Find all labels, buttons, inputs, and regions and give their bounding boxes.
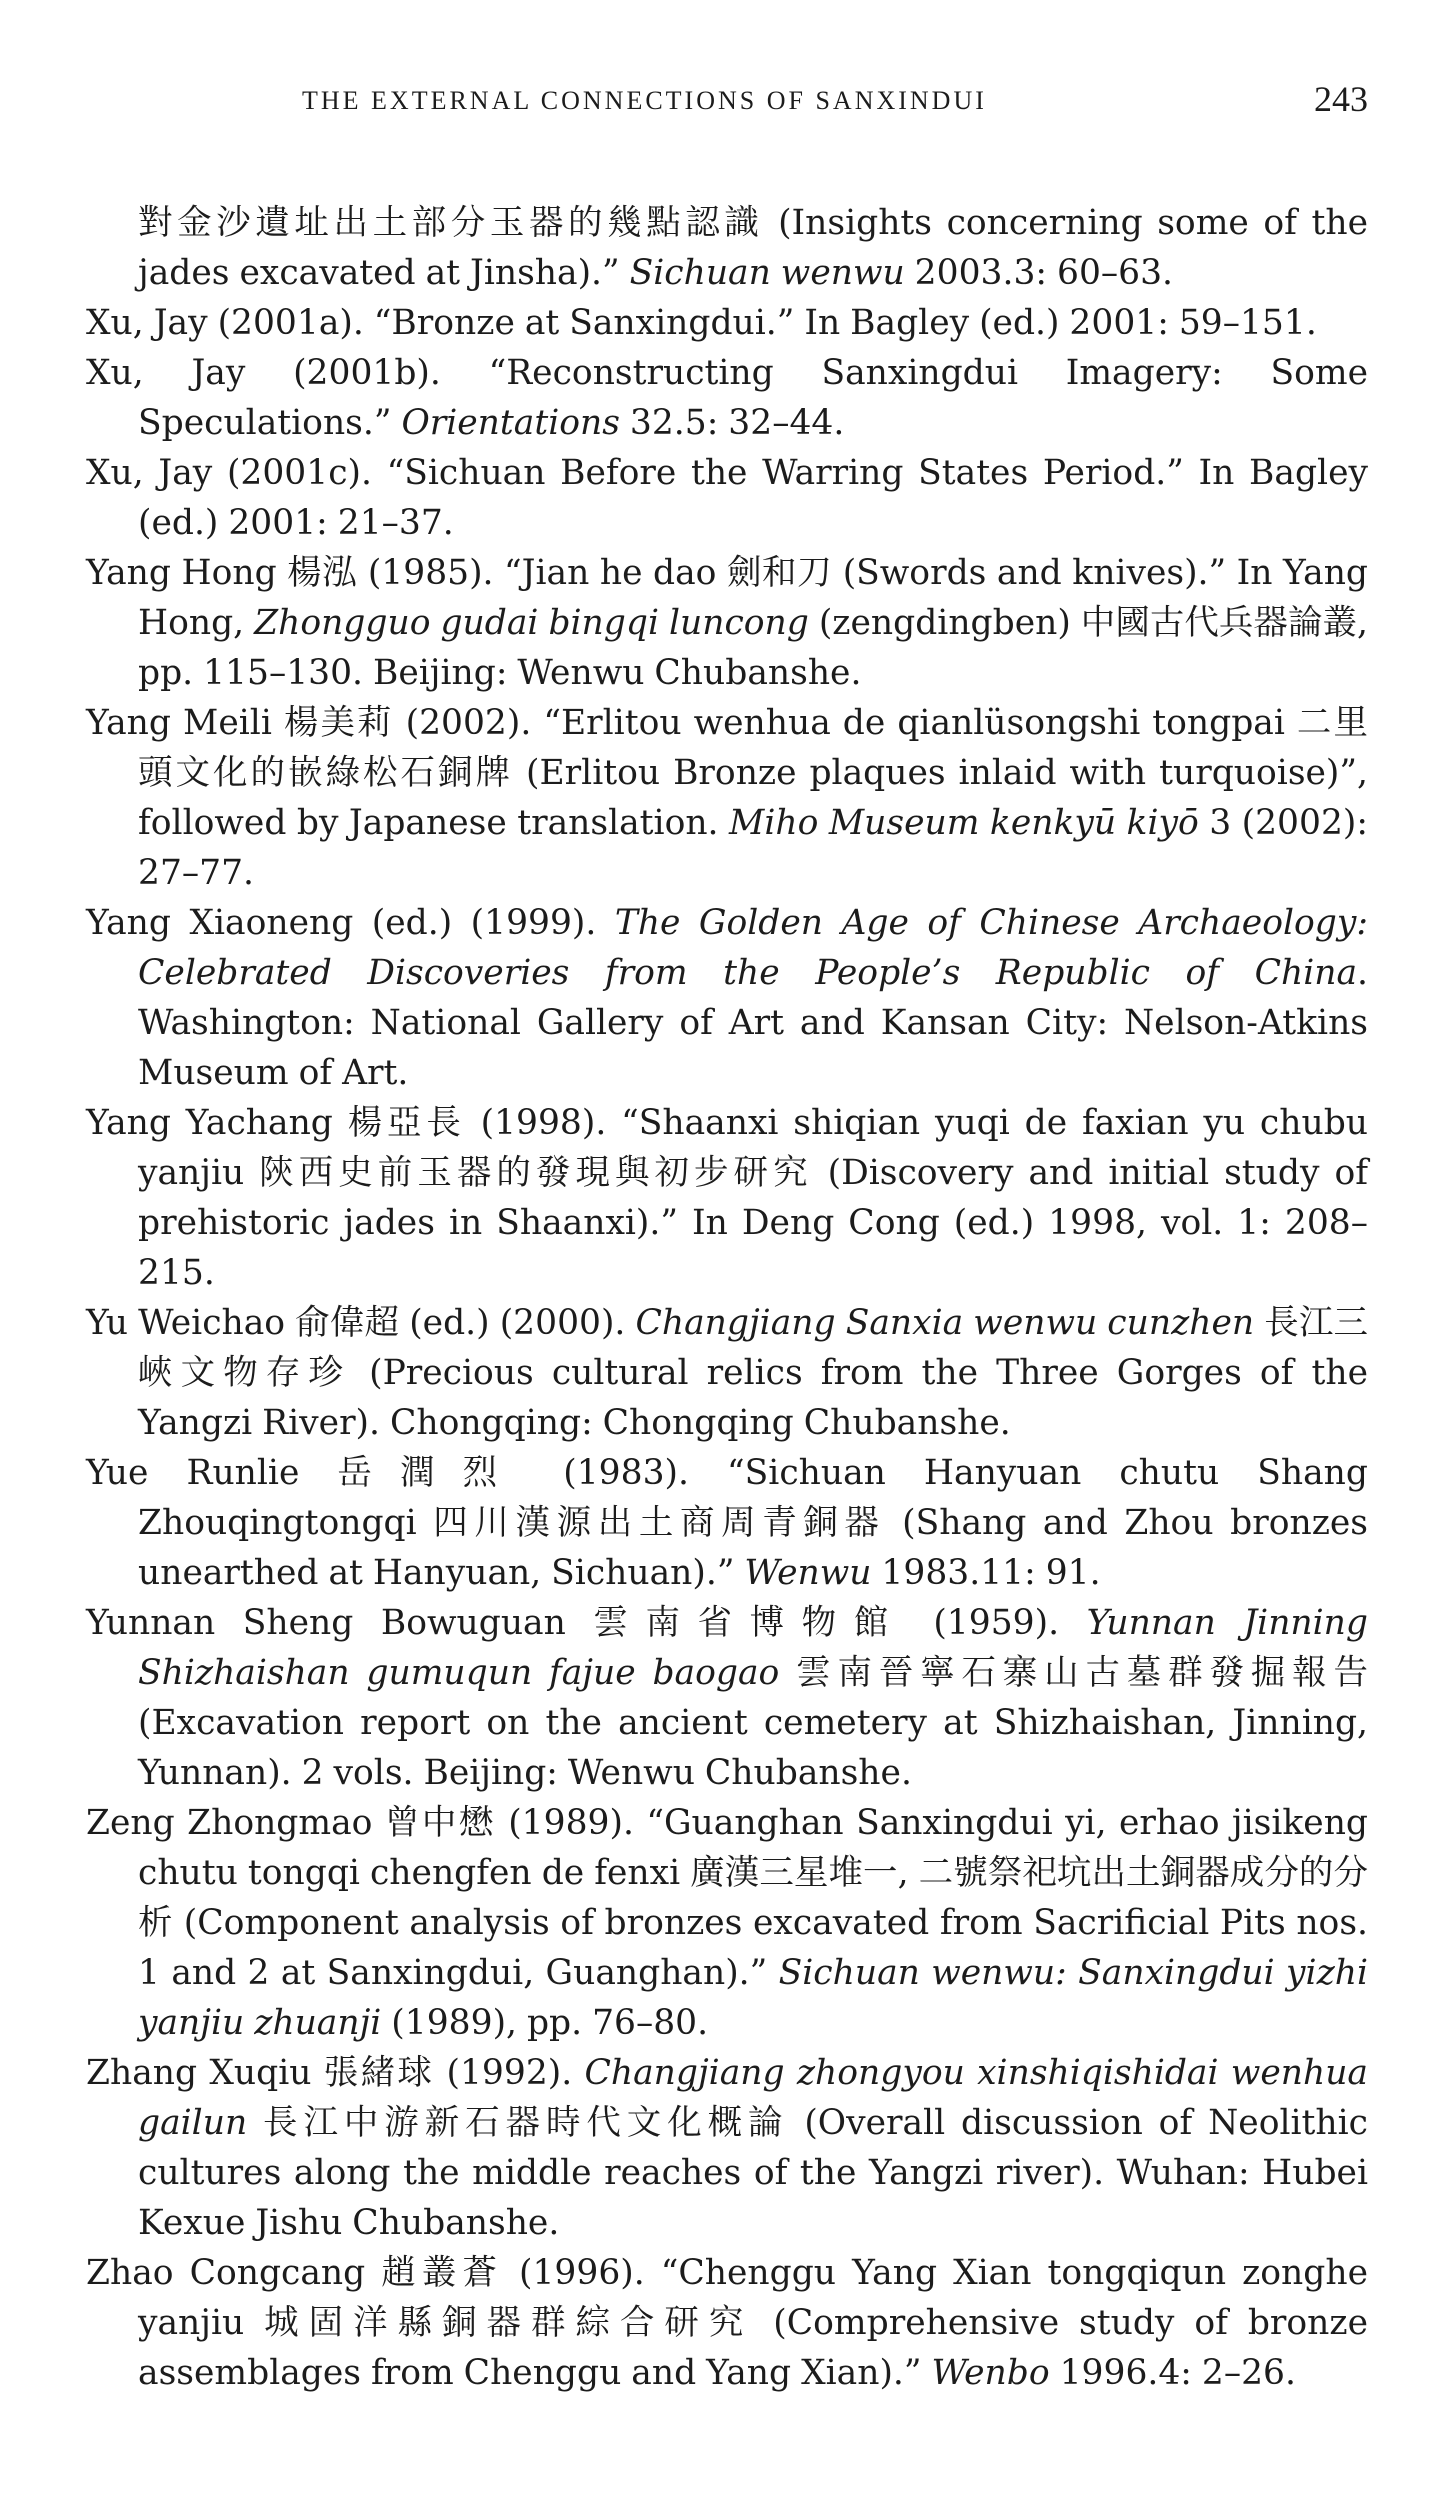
- entry-title-italic: Wenbo: [931, 2353, 1050, 2393]
- entry-title-italic: Miho Museum kenkyū kiyō: [729, 803, 1199, 843]
- bibliography-entry: [86, 448, 1368, 548]
- entry-text: (1989), pp. 76–80.: [381, 2003, 709, 2043]
- entry-text: Yang Meili 楊美莉 (2002). “Erlitou wenhua de qianlüsongshi tongpai 二里頭文化的嵌綠松石銅牌 (Erlitou Bronze plaques inlaid with turquoise)”, followed by Japanese translation.: [86, 703, 1368, 843]
- entry-text: Yang Xiaoneng (ed.) (1999).: [86, 903, 615, 943]
- page-number: 243: [1314, 79, 1368, 119]
- entry-text: Zhang Xuqiu 張緒球 (1992).: [86, 2053, 585, 2093]
- entry-title-italic: Changjiang zhongyou xinshiqishidai wenhua gailun: [138, 2053, 1368, 2143]
- entry-title-italic: Zhongguo gudai bingqi luncong: [254, 603, 809, 643]
- bibliography-entry: [86, 1798, 1368, 2048]
- entry-title-italic: Orientations: [401, 403, 620, 443]
- bibliography-entry: [86, 2248, 1368, 2398]
- bibliography-entry: [86, 1098, 1368, 1298]
- bibliography-entry: [86, 2048, 1368, 2248]
- running-header: [86, 70, 1368, 130]
- entry-text: Xu, Jay (2001c). “Sichuan Before the Warring States Period.” In Bagley (ed.) 2001: 21–37.: [86, 453, 1368, 543]
- entry-text: . Washington: National Gallery of Art and Kansan City: Nelson-Atkins Museum of Art.: [138, 953, 1368, 1093]
- entry-text: Xu, Jay (2001a). “Bronze at Sanxingdui.” In Bagley (ed.) 2001: 59–151.: [86, 303, 1317, 343]
- entry-text: Yue Runlie 岳潤烈 (1983). “Sichuan Hanyuan chutu Shang Zhouqingtongqi 四川漢源出土商周青銅器 (Shang and Zhou bronzes unearthed at Hanyuan, Sichuan).”: [86, 1453, 1368, 1593]
- entry-text: 1983.11: 91.: [871, 1553, 1101, 1593]
- bibliography-entry: [86, 348, 1368, 448]
- bibliography-entry: [86, 298, 1368, 348]
- entry-text: 長江中游新石器時代文化概論 (Overall discussion of Neolithic cultures along the middle reaches of the Yangzi river). Wuhan: Hubei Kexue Jishu Chubanshe.: [138, 2103, 1368, 2243]
- bibliography-entry: [86, 548, 1368, 698]
- bibliography-entry-continued: [86, 198, 1368, 298]
- entry-text: 2003.3: 60–63.: [904, 253, 1174, 293]
- entry-text: (zengdingben) 中國古代兵器論叢, pp. 115–130. Beijing: Wenwu Chubanshe.: [138, 603, 1368, 693]
- entry-text: Yunnan Sheng Bowuguan 雲南省博物館 (1959).: [86, 1603, 1087, 1643]
- entry-title-italic: Wenwu: [744, 1553, 872, 1593]
- entry-text: Zeng Zhongmao 曾中懋 (1989). “Guanghan Sanxingdui yi, erhao jisikeng chutu tongqi chengfen de fenxi 廣漢三星堆一, 二號祭祀坑出土銅器成分的分析 (Component analysis of bronzes excavated from Sacrificial Pits nos. 1 and 2 at Sanxingdui, Guanghan).”: [86, 1803, 1368, 1993]
- entry-title-italic: Changjiang Sanxia wenwu cunzhen: [635, 1303, 1255, 1343]
- bibliography-entry: [86, 1598, 1368, 1798]
- entry-text: 1996.4: 2–26.: [1049, 2353, 1296, 2393]
- entry-text: 長江三峽文物存珍 (Precious cultural relics from the Three Gorges of the Yangzi River). Chongqing: Chongqing Chubanshe.: [138, 1303, 1368, 1443]
- entry-title-italic: Yunnan Jinning Shizhaishan gumuqun fajue baogao: [138, 1603, 1368, 1693]
- entry-text: 雲南晉寧石寨山古墓群發掘報告 (Excavation report on the ancient cemetery at Shizhaishan, Jinning, Yunnan). 2 vols. Beijing: Wenwu Chubanshe.: [138, 1653, 1368, 1793]
- entry-text: Yang Yachang 楊亞長 (1998). “Shaanxi shiqian yuqi de faxian yu chubu yanjiu 陝西史前玉器的發現與初步研究 (Discovery and initial study of prehistoric jades in Shaanxi).” In Deng Cong (ed.) 1998, vol. 1: 208–215.: [86, 1103, 1368, 1293]
- entry-title-italic: The Golden Age of Chinese Archaeology: Celebrated Discoveries from the People’s Republic of China: [138, 903, 1368, 993]
- entry-title-italic: Sichuan wenwu: Sanxingdui yizhi yanjiu zhuanji: [138, 1953, 1369, 2043]
- entry-text: 3 (2002): 27–77.: [138, 803, 1368, 893]
- book-page: [86, 70, 1368, 2398]
- entry-text: Xu, Jay (2001b). “Reconstructing Sanxingdui Imagery: Some Speculations.”: [86, 353, 1368, 443]
- entry-text: Zhao Congcang 趙叢蒼 (1996). “Chenggu Yang Xian tongqiqun zonghe yanjiu 城固洋縣銅器群綜合研究 (Comprehensive study of bronze assemblages from Chenggu and Yang Xian).”: [86, 2253, 1368, 2393]
- bibliography-entry: [86, 898, 1368, 1098]
- entry-text: 對金沙遺址出土部分玉器的幾點認識 (Insights concerning some of the jades excavated at Jinsha).”: [138, 203, 1368, 293]
- entry-title-italic: Sichuan wenwu: [629, 253, 905, 293]
- entry-text: Yu Weichao 俞偉超 (ed.) (2000).: [86, 1303, 636, 1343]
- entry-text: Yang Hong 楊泓 (1985). “Jian he dao 劍和刀 (Swords and knives).” In Yang Hong,: [86, 553, 1368, 643]
- bibliography-entry: [86, 1298, 1368, 1448]
- entry-text: 32.5: 32–44.: [619, 403, 845, 443]
- bibliography-list: [86, 198, 1368, 2398]
- bibliography-entry: [86, 698, 1368, 898]
- running-header-title: THE EXTERNAL CONNECTIONS OF SANXINDUI: [302, 86, 987, 115]
- bibliography-entry: [86, 1448, 1368, 1598]
